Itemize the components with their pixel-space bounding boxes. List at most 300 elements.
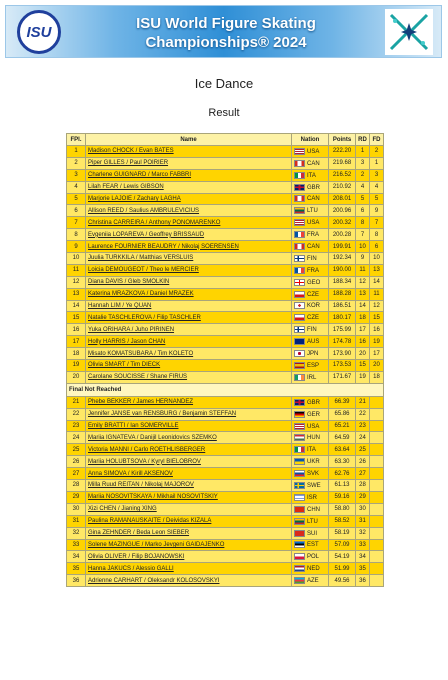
cell-rd: 33 bbox=[356, 539, 370, 551]
flag-icon bbox=[294, 541, 305, 548]
skater-name-link[interactable]: Piper GILLES / Paul POIRIER bbox=[86, 157, 292, 169]
cell-fd bbox=[370, 503, 384, 515]
skater-name-link[interactable]: Hanna JAKUCS / Alessio GALLI bbox=[86, 563, 292, 575]
cell-fpl: 4 bbox=[67, 181, 86, 193]
cell-fd bbox=[370, 515, 384, 527]
flag-icon bbox=[294, 350, 305, 357]
cell-rd: 1 bbox=[356, 146, 370, 158]
cell-rd: 22 bbox=[356, 408, 370, 420]
cell-points: 173.90 bbox=[329, 348, 356, 360]
cell-fd bbox=[370, 480, 384, 492]
cell-fpl: 13 bbox=[67, 288, 86, 300]
cell-fpl: 36 bbox=[67, 575, 86, 587]
nation-code: IRL bbox=[307, 374, 317, 381]
cell-fd bbox=[370, 491, 384, 503]
cell-fpl: 26 bbox=[67, 456, 86, 468]
table-row bbox=[67, 527, 384, 539]
cell-points: 54.19 bbox=[329, 551, 356, 563]
cell-nation bbox=[292, 527, 329, 539]
table-row bbox=[67, 456, 384, 468]
skater-name-link[interactable]: Charlene GUIGNARD / Marco FABBRI bbox=[86, 169, 292, 181]
table-row bbox=[67, 348, 384, 360]
flag-icon bbox=[294, 374, 305, 381]
cell-fd: 11 bbox=[370, 288, 384, 300]
skater-name-link[interactable]: Carolane SOUCISSE / Shane FIRUS bbox=[86, 371, 292, 383]
cell-rd: 28 bbox=[356, 480, 370, 492]
cell-fpl: 5 bbox=[67, 193, 86, 205]
flag-icon bbox=[294, 243, 305, 250]
cell-fd: 2 bbox=[370, 146, 384, 158]
cell-nation bbox=[292, 539, 329, 551]
cell-fd: 3 bbox=[370, 169, 384, 181]
cell-rd: 8 bbox=[356, 217, 370, 229]
cell-nation bbox=[292, 253, 329, 265]
flag-icon bbox=[294, 184, 305, 191]
cell-points: 66.39 bbox=[329, 396, 356, 408]
cell-fpl: 28 bbox=[67, 480, 86, 492]
cell-points: 219.68 bbox=[329, 157, 356, 169]
event-heading: Ice Dance bbox=[194, 76, 254, 91]
cell-rd: 24 bbox=[356, 432, 370, 444]
cell-rd: 25 bbox=[356, 444, 370, 456]
skater-name-link[interactable]: Gina ZEHNDER / Beda Leon SIEBER bbox=[86, 527, 292, 539]
flag-icon bbox=[294, 267, 305, 274]
cell-points: 210.92 bbox=[329, 181, 356, 193]
skater-name-link[interactable]: Milla Ruud REITAN / Nikolaj MAJOROV bbox=[86, 480, 292, 492]
cell-fd: 16 bbox=[370, 324, 384, 336]
flag-icon bbox=[294, 195, 305, 202]
cell-points: 59.16 bbox=[329, 491, 356, 503]
cell-points: 175.99 bbox=[329, 324, 356, 336]
table-row bbox=[67, 169, 384, 181]
cell-nation bbox=[292, 146, 329, 158]
cell-fpl: 22 bbox=[67, 408, 86, 420]
banner-title-line2: Championships® 2024 bbox=[145, 34, 307, 51]
skater-name-link[interactable]: Olivia OLIVER / Filip BOJANOWSKI bbox=[86, 551, 292, 563]
cell-nation bbox=[292, 288, 329, 300]
table-row bbox=[67, 408, 384, 420]
cell-fpl: 10 bbox=[67, 253, 86, 265]
nation-code: KOR bbox=[307, 303, 321, 310]
section-row-final-not-reached bbox=[67, 383, 384, 396]
championship-banner bbox=[5, 5, 442, 58]
flag-icon bbox=[294, 470, 305, 477]
cell-nation bbox=[292, 503, 329, 515]
cell-nation bbox=[292, 181, 329, 193]
cell-fpl: 21 bbox=[67, 396, 86, 408]
cell-nation bbox=[292, 276, 329, 288]
skater-name-link[interactable]: Phebe BEKKER / James HERNANDEZ bbox=[86, 396, 292, 408]
cell-points: 186.51 bbox=[329, 300, 356, 312]
table-row bbox=[67, 264, 384, 276]
nation-code: CZE bbox=[307, 315, 319, 322]
isu-logo: ISU bbox=[17, 10, 61, 54]
cell-points: 199.91 bbox=[329, 241, 356, 253]
flag-icon bbox=[294, 577, 305, 584]
cell-points: 200.28 bbox=[329, 229, 356, 241]
header-fpl[interactable]: FPl. bbox=[67, 134, 86, 146]
cell-fd bbox=[370, 444, 384, 456]
skater-name-link[interactable]: Madison CHOCK / Evan BATES bbox=[86, 146, 292, 158]
nation-code: JPN bbox=[307, 351, 319, 358]
skater-name-link[interactable]: Mariia HOLUBTSOVA / Kyryl BIELOBROV bbox=[86, 456, 292, 468]
skater-name-link[interactable]: Anna SIMOVA / Kirill AKSENOV bbox=[86, 468, 292, 480]
flag-icon bbox=[294, 291, 305, 298]
skater-name-link[interactable]: Loicia DEMOUGEOT / Theo le MERCIER bbox=[86, 264, 292, 276]
cell-fpl: 31 bbox=[67, 515, 86, 527]
cell-rd: 7 bbox=[356, 229, 370, 241]
table-row bbox=[67, 157, 384, 169]
skater-name-link[interactable]: Juulia TURKKILA / Matthias VERSLUIS bbox=[86, 253, 292, 265]
cell-fd: 7 bbox=[370, 217, 384, 229]
nation-code: FIN bbox=[307, 256, 317, 262]
cell-points: 188.28 bbox=[329, 288, 356, 300]
table-row bbox=[67, 205, 384, 217]
nation-code: CZE bbox=[307, 291, 319, 298]
cell-points: 216.52 bbox=[329, 169, 356, 181]
flag-icon bbox=[294, 314, 305, 321]
cell-fd: 6 bbox=[370, 241, 384, 253]
flag-icon bbox=[294, 148, 305, 155]
cell-fd bbox=[370, 432, 384, 444]
cell-nation bbox=[292, 563, 329, 575]
cell-nation bbox=[292, 456, 329, 468]
skater-name-link[interactable]: Katerina MRAZKOVA / Daniel MRAZEK bbox=[86, 288, 292, 300]
cell-fpl: 11 bbox=[67, 264, 86, 276]
flag-icon bbox=[294, 362, 305, 369]
nation-code: NED bbox=[307, 566, 320, 573]
skater-name-link[interactable]: Mariia NOSOVITSKAYA / Mikhail NOSOVITSKIY bbox=[86, 491, 292, 503]
cell-rd: 17 bbox=[356, 324, 370, 336]
table-row bbox=[67, 575, 384, 587]
results-table bbox=[66, 133, 384, 587]
header-nation[interactable]: Nation bbox=[292, 134, 329, 146]
cell-rd: 15 bbox=[356, 360, 370, 372]
table-row bbox=[67, 539, 384, 551]
flag-icon bbox=[294, 423, 305, 430]
cell-fpl: 23 bbox=[67, 420, 86, 432]
cell-points: 174.78 bbox=[329, 336, 356, 348]
skater-name-link[interactable]: Xizi CHEN / Jianing XING bbox=[86, 503, 292, 515]
cell-points: 192.34 bbox=[329, 253, 356, 265]
table-row bbox=[67, 420, 384, 432]
cell-nation bbox=[292, 348, 329, 360]
cell-nation bbox=[292, 515, 329, 527]
cell-points: 63.30 bbox=[329, 456, 356, 468]
cell-nation bbox=[292, 468, 329, 480]
table-row bbox=[67, 480, 384, 492]
flag-icon bbox=[294, 506, 305, 513]
cell-points: 63.64 bbox=[329, 444, 356, 456]
nation-code: SUI bbox=[307, 530, 318, 537]
cell-fpl: 17 bbox=[67, 336, 86, 348]
nation-code: SVK bbox=[307, 471, 320, 478]
skater-name-link[interactable]: Emily BRATTI / Ian SOMERVILLE bbox=[86, 420, 292, 432]
cell-fpl: 8 bbox=[67, 229, 86, 241]
cell-points: 200.96 bbox=[329, 205, 356, 217]
cell-fd bbox=[370, 563, 384, 575]
nation-code: SWE bbox=[307, 483, 321, 490]
cell-fpl: 12 bbox=[67, 276, 86, 288]
cell-nation bbox=[292, 205, 329, 217]
skater-name-link[interactable]: Yuka ORIHARA / Juho PIRINEN bbox=[86, 324, 292, 336]
header-fd[interactable]: FD bbox=[370, 134, 384, 146]
skater-name-link[interactable]: Laurence FOURNIER BEAUDRY / Nikolaj SOERENSEN bbox=[86, 241, 292, 253]
cell-nation bbox=[292, 324, 329, 336]
cell-nation bbox=[292, 360, 329, 372]
table-row bbox=[67, 181, 384, 193]
cell-points: 65.21 bbox=[329, 420, 356, 432]
flag-icon bbox=[294, 338, 305, 345]
cell-points: 61.13 bbox=[329, 480, 356, 492]
cell-rd: 30 bbox=[356, 503, 370, 515]
table-row bbox=[67, 515, 384, 527]
table-row bbox=[67, 288, 384, 300]
cell-nation bbox=[292, 551, 329, 563]
skater-name-link[interactable]: Evgeniia LOPAREVA / Geoffrey BRISSAUD bbox=[86, 229, 292, 241]
header-points[interactable]: Points bbox=[329, 134, 356, 146]
cell-rd: 31 bbox=[356, 515, 370, 527]
cell-fd: 19 bbox=[370, 336, 384, 348]
cell-nation bbox=[292, 396, 329, 408]
cell-nation bbox=[292, 491, 329, 503]
cell-points: 173.53 bbox=[329, 360, 356, 372]
table-row bbox=[67, 241, 384, 253]
cell-rd: 3 bbox=[356, 157, 370, 169]
cell-nation bbox=[292, 300, 329, 312]
cell-fd bbox=[370, 468, 384, 480]
cell-fpl: 35 bbox=[67, 563, 86, 575]
cell-fd: 10 bbox=[370, 253, 384, 265]
cell-points: 57.09 bbox=[329, 539, 356, 551]
cell-nation bbox=[292, 193, 329, 205]
cell-nation bbox=[292, 408, 329, 420]
cell-fpl: 9 bbox=[67, 241, 86, 253]
cell-points: 49.56 bbox=[329, 575, 356, 587]
flag-icon bbox=[294, 255, 305, 262]
flag-icon bbox=[294, 446, 305, 453]
header-name[interactable]: Name bbox=[86, 134, 292, 146]
cell-fpl: 19 bbox=[67, 360, 86, 372]
cell-fpl: 1 bbox=[67, 146, 86, 158]
cell-rd: 29 bbox=[356, 491, 370, 503]
skater-name-link[interactable]: Marjorie LAJOIE / Zachary LAGHA bbox=[86, 193, 292, 205]
flag-icon bbox=[294, 411, 305, 418]
championship-logo bbox=[385, 9, 433, 55]
cell-fd bbox=[370, 396, 384, 408]
nation-code: CAN bbox=[307, 244, 320, 251]
cell-fd: 18 bbox=[370, 371, 384, 383]
cell-rd: 13 bbox=[356, 288, 370, 300]
flag-icon bbox=[294, 399, 305, 406]
nation-code: CAN bbox=[307, 160, 320, 167]
nation-code: ITA bbox=[307, 172, 316, 179]
nation-code: GBR bbox=[307, 399, 321, 406]
cell-points: 171.67 bbox=[329, 371, 356, 383]
table-row bbox=[67, 396, 384, 408]
cell-rd: 12 bbox=[356, 276, 370, 288]
cell-points: 222.20 bbox=[329, 146, 356, 158]
cell-fd: 17 bbox=[370, 348, 384, 360]
nation-code: FRA bbox=[307, 232, 319, 239]
cell-rd: 36 bbox=[356, 575, 370, 587]
cell-fpl: 25 bbox=[67, 444, 86, 456]
cell-fpl: 15 bbox=[67, 312, 86, 324]
table-row bbox=[67, 193, 384, 205]
cell-rd: 35 bbox=[356, 563, 370, 575]
cell-fpl: 27 bbox=[67, 468, 86, 480]
cell-fd bbox=[370, 539, 384, 551]
skater-name-link[interactable]: Hannah LIM / Ye QUAN bbox=[86, 300, 292, 312]
nation-code: AZE bbox=[307, 578, 319, 585]
skater-name-link[interactable]: Christina CARREIRA / Anthony PONOMARENKO bbox=[86, 217, 292, 229]
cell-fd: 1 bbox=[370, 157, 384, 169]
flag-icon bbox=[294, 231, 305, 238]
cell-rd: 6 bbox=[356, 205, 370, 217]
cell-fd: 4 bbox=[370, 181, 384, 193]
skater-name-link[interactable]: Misato KOMATSUBARA / Tim KOLETO bbox=[86, 348, 292, 360]
cell-rd: 18 bbox=[356, 312, 370, 324]
cell-fd bbox=[370, 575, 384, 587]
flag-icon bbox=[294, 219, 305, 226]
cell-fd bbox=[370, 408, 384, 420]
nation-code: GEO bbox=[307, 279, 321, 286]
flag-icon bbox=[294, 160, 305, 167]
cell-fpl: 6 bbox=[67, 205, 86, 217]
cell-nation bbox=[292, 444, 329, 456]
cell-points: 65.86 bbox=[329, 408, 356, 420]
table-row bbox=[67, 253, 384, 265]
flag-icon bbox=[294, 434, 305, 441]
cell-rd: 20 bbox=[356, 348, 370, 360]
cell-rd: 32 bbox=[356, 527, 370, 539]
cell-fpl: 20 bbox=[67, 371, 86, 383]
cell-fpl: 33 bbox=[67, 539, 86, 551]
cell-nation bbox=[292, 157, 329, 169]
cell-fd: 12 bbox=[370, 300, 384, 312]
nation-code: AUS bbox=[307, 339, 320, 346]
nation-code: FRA bbox=[307, 267, 319, 274]
cell-nation bbox=[292, 229, 329, 241]
nation-code: LTU bbox=[307, 208, 318, 215]
skater-name-link[interactable]: Allison REED / Saulius AMBRULEVICIUS bbox=[86, 205, 292, 217]
skater-name-link[interactable]: Lilah FEAR / Lewis GIBSON bbox=[86, 181, 292, 193]
cell-rd: 5 bbox=[356, 193, 370, 205]
cell-fd: 15 bbox=[370, 312, 384, 324]
cell-fd: 8 bbox=[370, 229, 384, 241]
table-row bbox=[67, 551, 384, 563]
table-row bbox=[67, 432, 384, 444]
skater-name-link[interactable]: Diana DAVIS / Gleb SMOLKIN bbox=[86, 276, 292, 288]
nation-code: EST bbox=[307, 542, 319, 549]
cell-fpl: 16 bbox=[67, 324, 86, 336]
flag-icon bbox=[294, 530, 305, 537]
cell-nation bbox=[292, 420, 329, 432]
cell-fd bbox=[370, 420, 384, 432]
skater-name-link[interactable]: Natalie TASCHLEROVA / Filip TASCHLER bbox=[86, 312, 292, 324]
table-header-row bbox=[67, 134, 384, 146]
cell-points: 188.34 bbox=[329, 276, 356, 288]
cell-fd bbox=[370, 551, 384, 563]
cell-fd: 5 bbox=[370, 193, 384, 205]
cell-nation bbox=[292, 432, 329, 444]
cell-rd: 27 bbox=[356, 468, 370, 480]
cell-points: 62.76 bbox=[329, 468, 356, 480]
nation-code: ESP bbox=[307, 363, 320, 370]
skater-name-link[interactable]: Solene MAZINGUE / Marko Jevgeni GAIDAJENKO bbox=[86, 539, 292, 551]
nation-code: UKR bbox=[307, 459, 320, 466]
table-row bbox=[67, 336, 384, 348]
nation-code: FIN bbox=[307, 327, 317, 334]
skater-name-link[interactable]: Jennifer JANSE van RENSBURG / Benjamin STEFFAN bbox=[86, 408, 292, 420]
table-row bbox=[67, 371, 384, 383]
cell-fpl: 24 bbox=[67, 432, 86, 444]
cell-fd: 13 bbox=[370, 264, 384, 276]
cell-fpl: 29 bbox=[67, 491, 86, 503]
skater-name-link[interactable]: Victoria MANNI / Carlo ROETHLISBERGER bbox=[86, 444, 292, 456]
cell-rd: 21 bbox=[356, 396, 370, 408]
nation-code: ISR bbox=[307, 494, 318, 501]
cell-points: 180.17 bbox=[329, 312, 356, 324]
table-row bbox=[67, 468, 384, 480]
cell-rd: 11 bbox=[356, 264, 370, 276]
cell-fpl: 30 bbox=[67, 503, 86, 515]
cell-nation bbox=[292, 480, 329, 492]
table-row bbox=[67, 312, 384, 324]
nation-code: USA bbox=[307, 423, 320, 430]
cell-points: 58.80 bbox=[329, 503, 356, 515]
cell-rd: 9 bbox=[356, 253, 370, 265]
skater-name-link[interactable]: Paulina RAMANAUSKAITE / Deividas KIZALA bbox=[86, 515, 292, 527]
skater-name-link[interactable]: Adrienne CARHART / Oleksandr KOLOSOVSKYI bbox=[86, 575, 292, 587]
cell-fd: 9 bbox=[370, 205, 384, 217]
nation-code: GER bbox=[307, 411, 321, 418]
table-row bbox=[67, 503, 384, 515]
flag-icon bbox=[294, 302, 305, 309]
cell-rd: 14 bbox=[356, 300, 370, 312]
result-subheading: Result bbox=[208, 107, 240, 119]
flag-icon bbox=[294, 279, 305, 286]
cell-points: 51.99 bbox=[329, 563, 356, 575]
cell-fd bbox=[370, 527, 384, 539]
cell-nation bbox=[292, 241, 329, 253]
cell-fpl: 7 bbox=[67, 217, 86, 229]
header-rd[interactable]: RD bbox=[356, 134, 370, 146]
cell-rd: 10 bbox=[356, 241, 370, 253]
table-row bbox=[67, 146, 384, 158]
nation-code: USA bbox=[307, 220, 320, 227]
cell-points: 58.19 bbox=[329, 527, 356, 539]
skater-name-link[interactable]: Holly HARRIS / Jason CHAN bbox=[86, 336, 292, 348]
cell-nation bbox=[292, 336, 329, 348]
cell-fpl: 32 bbox=[67, 527, 86, 539]
cell-fd bbox=[370, 456, 384, 468]
cell-rd: 4 bbox=[356, 181, 370, 193]
skater-name-link[interactable]: Mariia IGNATEVA / Danijil Leonidovics SZEMKO bbox=[86, 432, 292, 444]
cell-rd: 34 bbox=[356, 551, 370, 563]
cell-nation bbox=[292, 312, 329, 324]
table-row bbox=[67, 563, 384, 575]
flag-icon bbox=[294, 494, 305, 501]
nation-code: POL bbox=[307, 554, 320, 561]
flag-icon bbox=[294, 553, 305, 560]
cell-points: 200.32 bbox=[329, 217, 356, 229]
nation-code: GBR bbox=[307, 184, 321, 191]
skater-name-link[interactable]: Olivia SMART / Tim DIECK bbox=[86, 360, 292, 372]
table-row bbox=[67, 491, 384, 503]
cell-fpl: 14 bbox=[67, 300, 86, 312]
flag-icon bbox=[294, 482, 305, 489]
